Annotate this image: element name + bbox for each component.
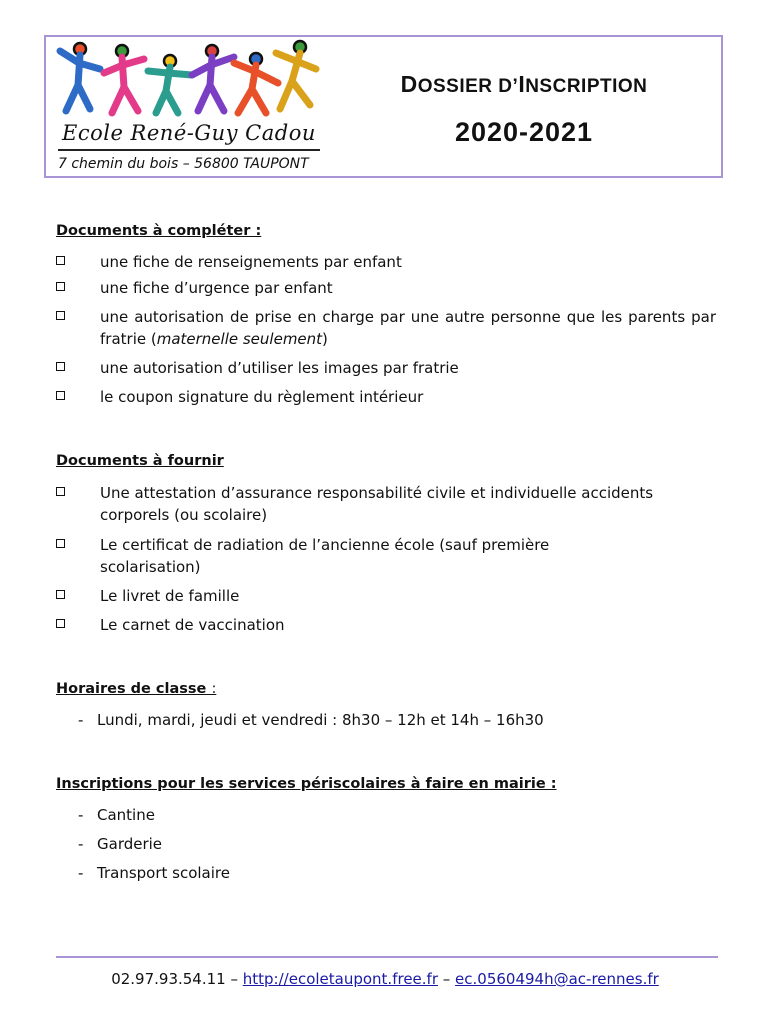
checkbox-icon bbox=[56, 391, 65, 400]
checkbox-icon bbox=[56, 590, 65, 599]
checkbox-icon bbox=[56, 311, 65, 320]
school-name-underline bbox=[58, 149, 320, 151]
school-name: Ecole René-Guy Cadou bbox=[62, 121, 316, 145]
document-title: DOSSIER D’INSCRIPTION bbox=[400, 71, 648, 97]
section-title-class-hours: Horaires de classe : bbox=[56, 681, 217, 697]
list-item: - Cantine bbox=[78, 806, 155, 824]
footer-website-link[interactable]: http://ecoletaupont.free.fr bbox=[242, 970, 438, 988]
list-item: - Transport scolaire bbox=[78, 864, 230, 882]
checkbox-icon bbox=[56, 619, 65, 628]
section-title-periscolaire-services: Inscriptions pour les services périscolaires à faire en mairie : bbox=[56, 776, 557, 792]
checkbox-icon bbox=[56, 282, 65, 291]
footer-divider bbox=[56, 956, 718, 958]
dash-bullet: - bbox=[78, 711, 84, 729]
list-item: - Lundi, mardi, jeudi et vendredi : 8h30 – 12h et 14h – 16h30 bbox=[78, 711, 544, 729]
checkbox-icon bbox=[56, 362, 65, 371]
checkbox-icon bbox=[56, 539, 65, 548]
school-logo bbox=[52, 39, 320, 177]
footer-contact: 02.97.93.54.11 – http://ecoletaupont.free.fr – ec.0560494h@ac-rennes.fr bbox=[111, 970, 659, 988]
footer-phone: 02.97.93.54.11 bbox=[111, 970, 226, 988]
footer-email-link[interactable]: ec.0560494h@ac-rennes.fr bbox=[455, 970, 659, 988]
checkbox-icon bbox=[56, 487, 65, 496]
section-title-documents-to-complete: Documents à compléter : bbox=[56, 223, 262, 239]
checkbox-icon bbox=[56, 256, 65, 265]
dash-bullet: - bbox=[78, 835, 84, 853]
list-item: - Garderie bbox=[78, 835, 163, 853]
school-year: 2020-2021 bbox=[454, 117, 594, 147]
header-frame bbox=[44, 35, 723, 178]
dash-bullet: - bbox=[78, 864, 84, 882]
school-address: 7 chemin du bois – 56800 TAUPONT bbox=[58, 156, 309, 172]
children-figures-logo bbox=[52, 39, 320, 119]
section-title-documents-to-provide: Documents à fournir bbox=[56, 453, 224, 469]
dash-bullet: - bbox=[78, 806, 84, 824]
